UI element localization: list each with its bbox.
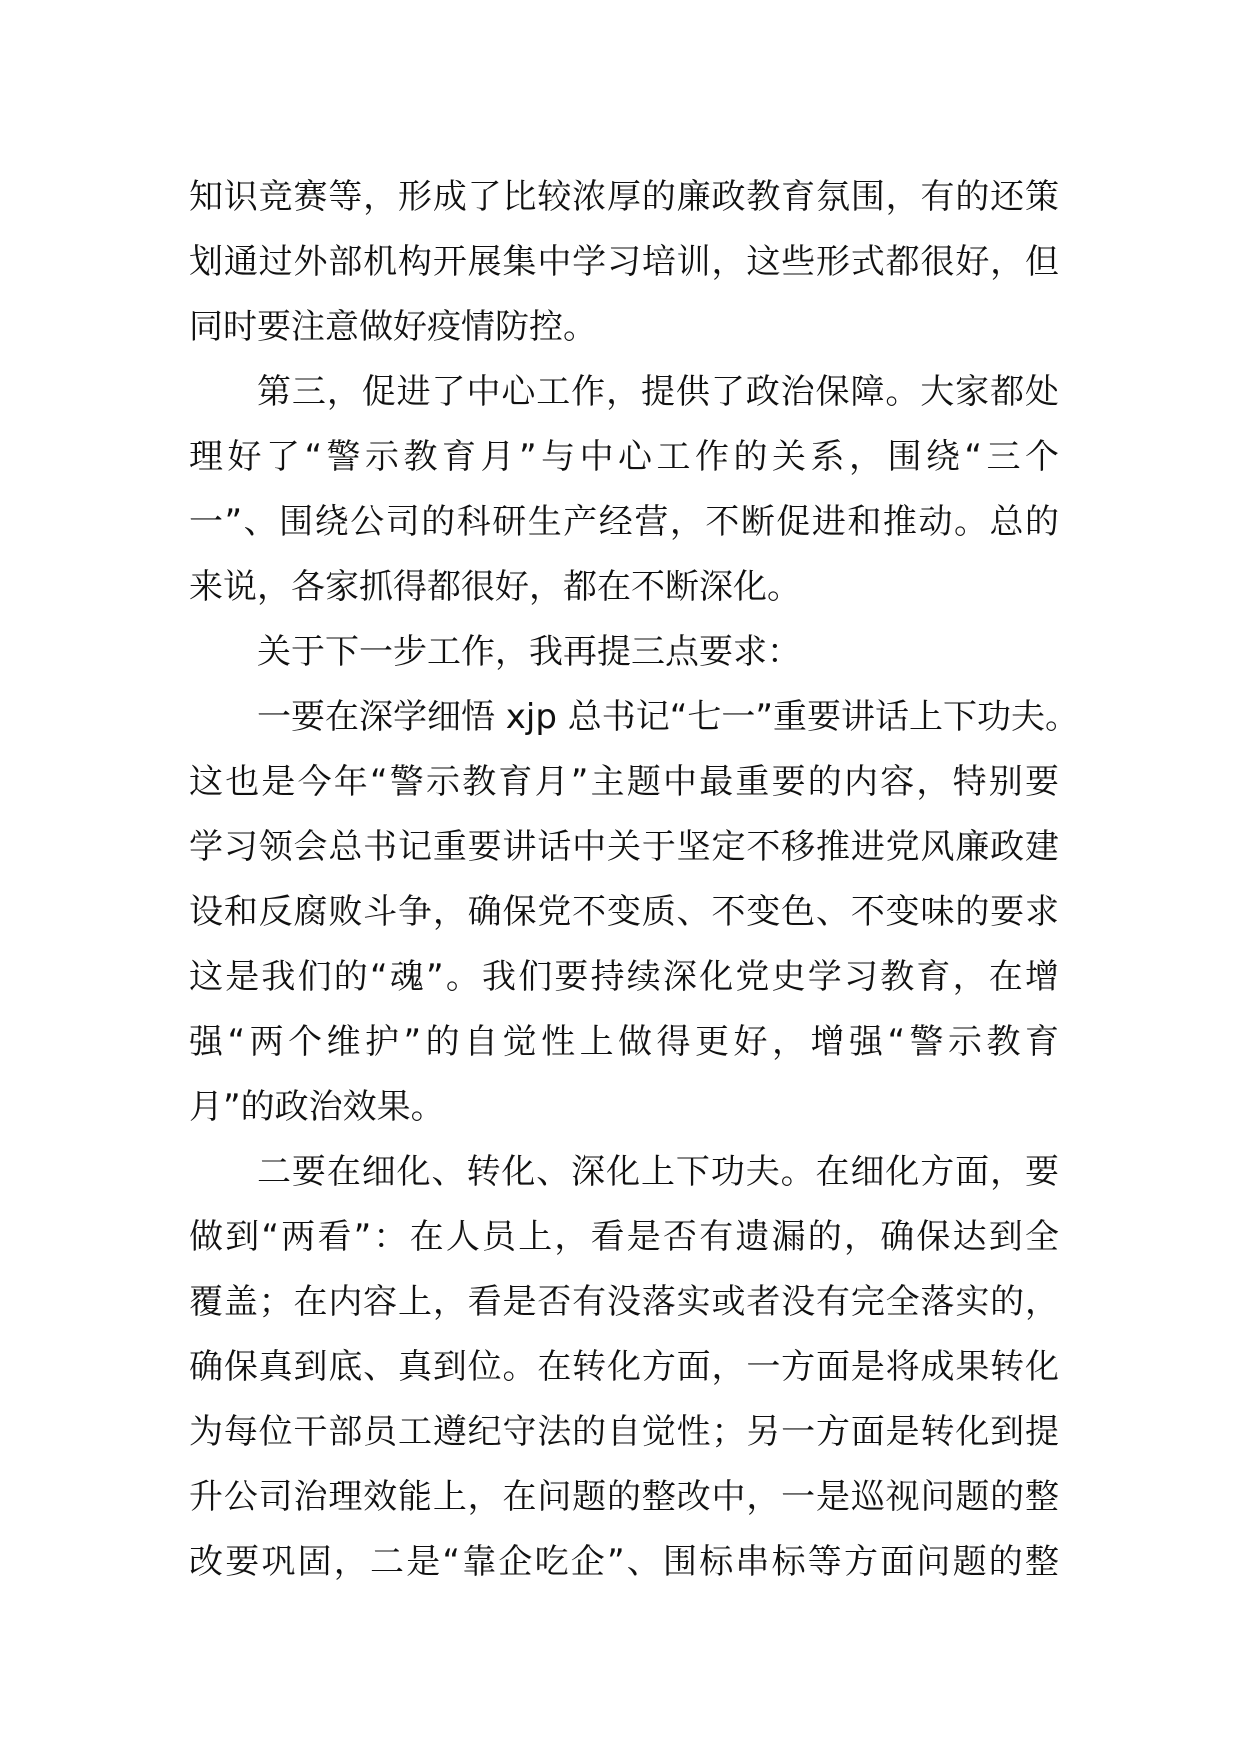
- text-line: 知识竞赛等，形成了比较浓厚的廉政教育氛围，有的还策: [189, 177, 1059, 217]
- text-line: 升公司治理效能上，在问题的整改中，一是巡视问题的整: [189, 1477, 1059, 1517]
- text-line: 强“两个维护”的自觉性上做得更好，增强“警示教育: [189, 1022, 1059, 1062]
- text-line: 为每位干部员工遵纪守法的自觉性；另一方面是转化到提: [189, 1412, 1059, 1452]
- text-line: 改要巩固，二是“靠企吃企”、围标串标等方面问题的整: [189, 1542, 1059, 1582]
- text-line: 同时要注意做好疫情防控。: [189, 307, 597, 347]
- text-line: 做到“两看”：在人员上，看是否有遗漏的，确保达到全: [189, 1217, 1059, 1257]
- text-line: 这是我们的“魂”。我们要持续深化党史学习教育，在增: [189, 957, 1059, 997]
- text-line: 划通过外部机构开展集中学习培训，这些形式都很好，但: [189, 242, 1059, 282]
- text-line: 理好了“警示教育月”与中心工作的关系，围绕“三个: [189, 437, 1059, 477]
- paragraph-first-line: 第三，促进了中心工作，提供了政治保障。大家都处: [257, 372, 1059, 412]
- text-line: 确保真到底、真到位。在转化方面，一方面是将成果转化: [189, 1347, 1059, 1387]
- text-line: 月”的政治效果。: [189, 1087, 445, 1127]
- text-line: 一”、围绕公司的科研生产经营，不断促进和推动。总的: [189, 502, 1059, 542]
- paragraph-first-line: 一要在深学细悟 xjp 总书记“七一”重要讲话上下功夫。: [257, 697, 1079, 737]
- text-line: 这也是今年“警示教育月”主题中最重要的内容，特别要: [189, 762, 1059, 802]
- text-line: 设和反腐败斗争，确保党不变质、不变色、不变味的要求: [189, 892, 1059, 932]
- text-line: 学习领会总书记重要讲话中关于坚定不移推进党风廉政建: [189, 827, 1059, 867]
- paragraph-first-line: 二要在细化、转化、深化上下功夫。在细化方面，要: [257, 1152, 1059, 1192]
- body-text: [189, 165, 1079, 1595]
- text-line: 来说，各家抓得都很好，都在不断深化。: [189, 567, 801, 607]
- paragraph-first-line: 关于下一步工作，我再提三点要求：: [257, 632, 801, 672]
- text-line: 覆盖；在内容上，看是否有没落实或者没有完全落实的，: [189, 1282, 1059, 1322]
